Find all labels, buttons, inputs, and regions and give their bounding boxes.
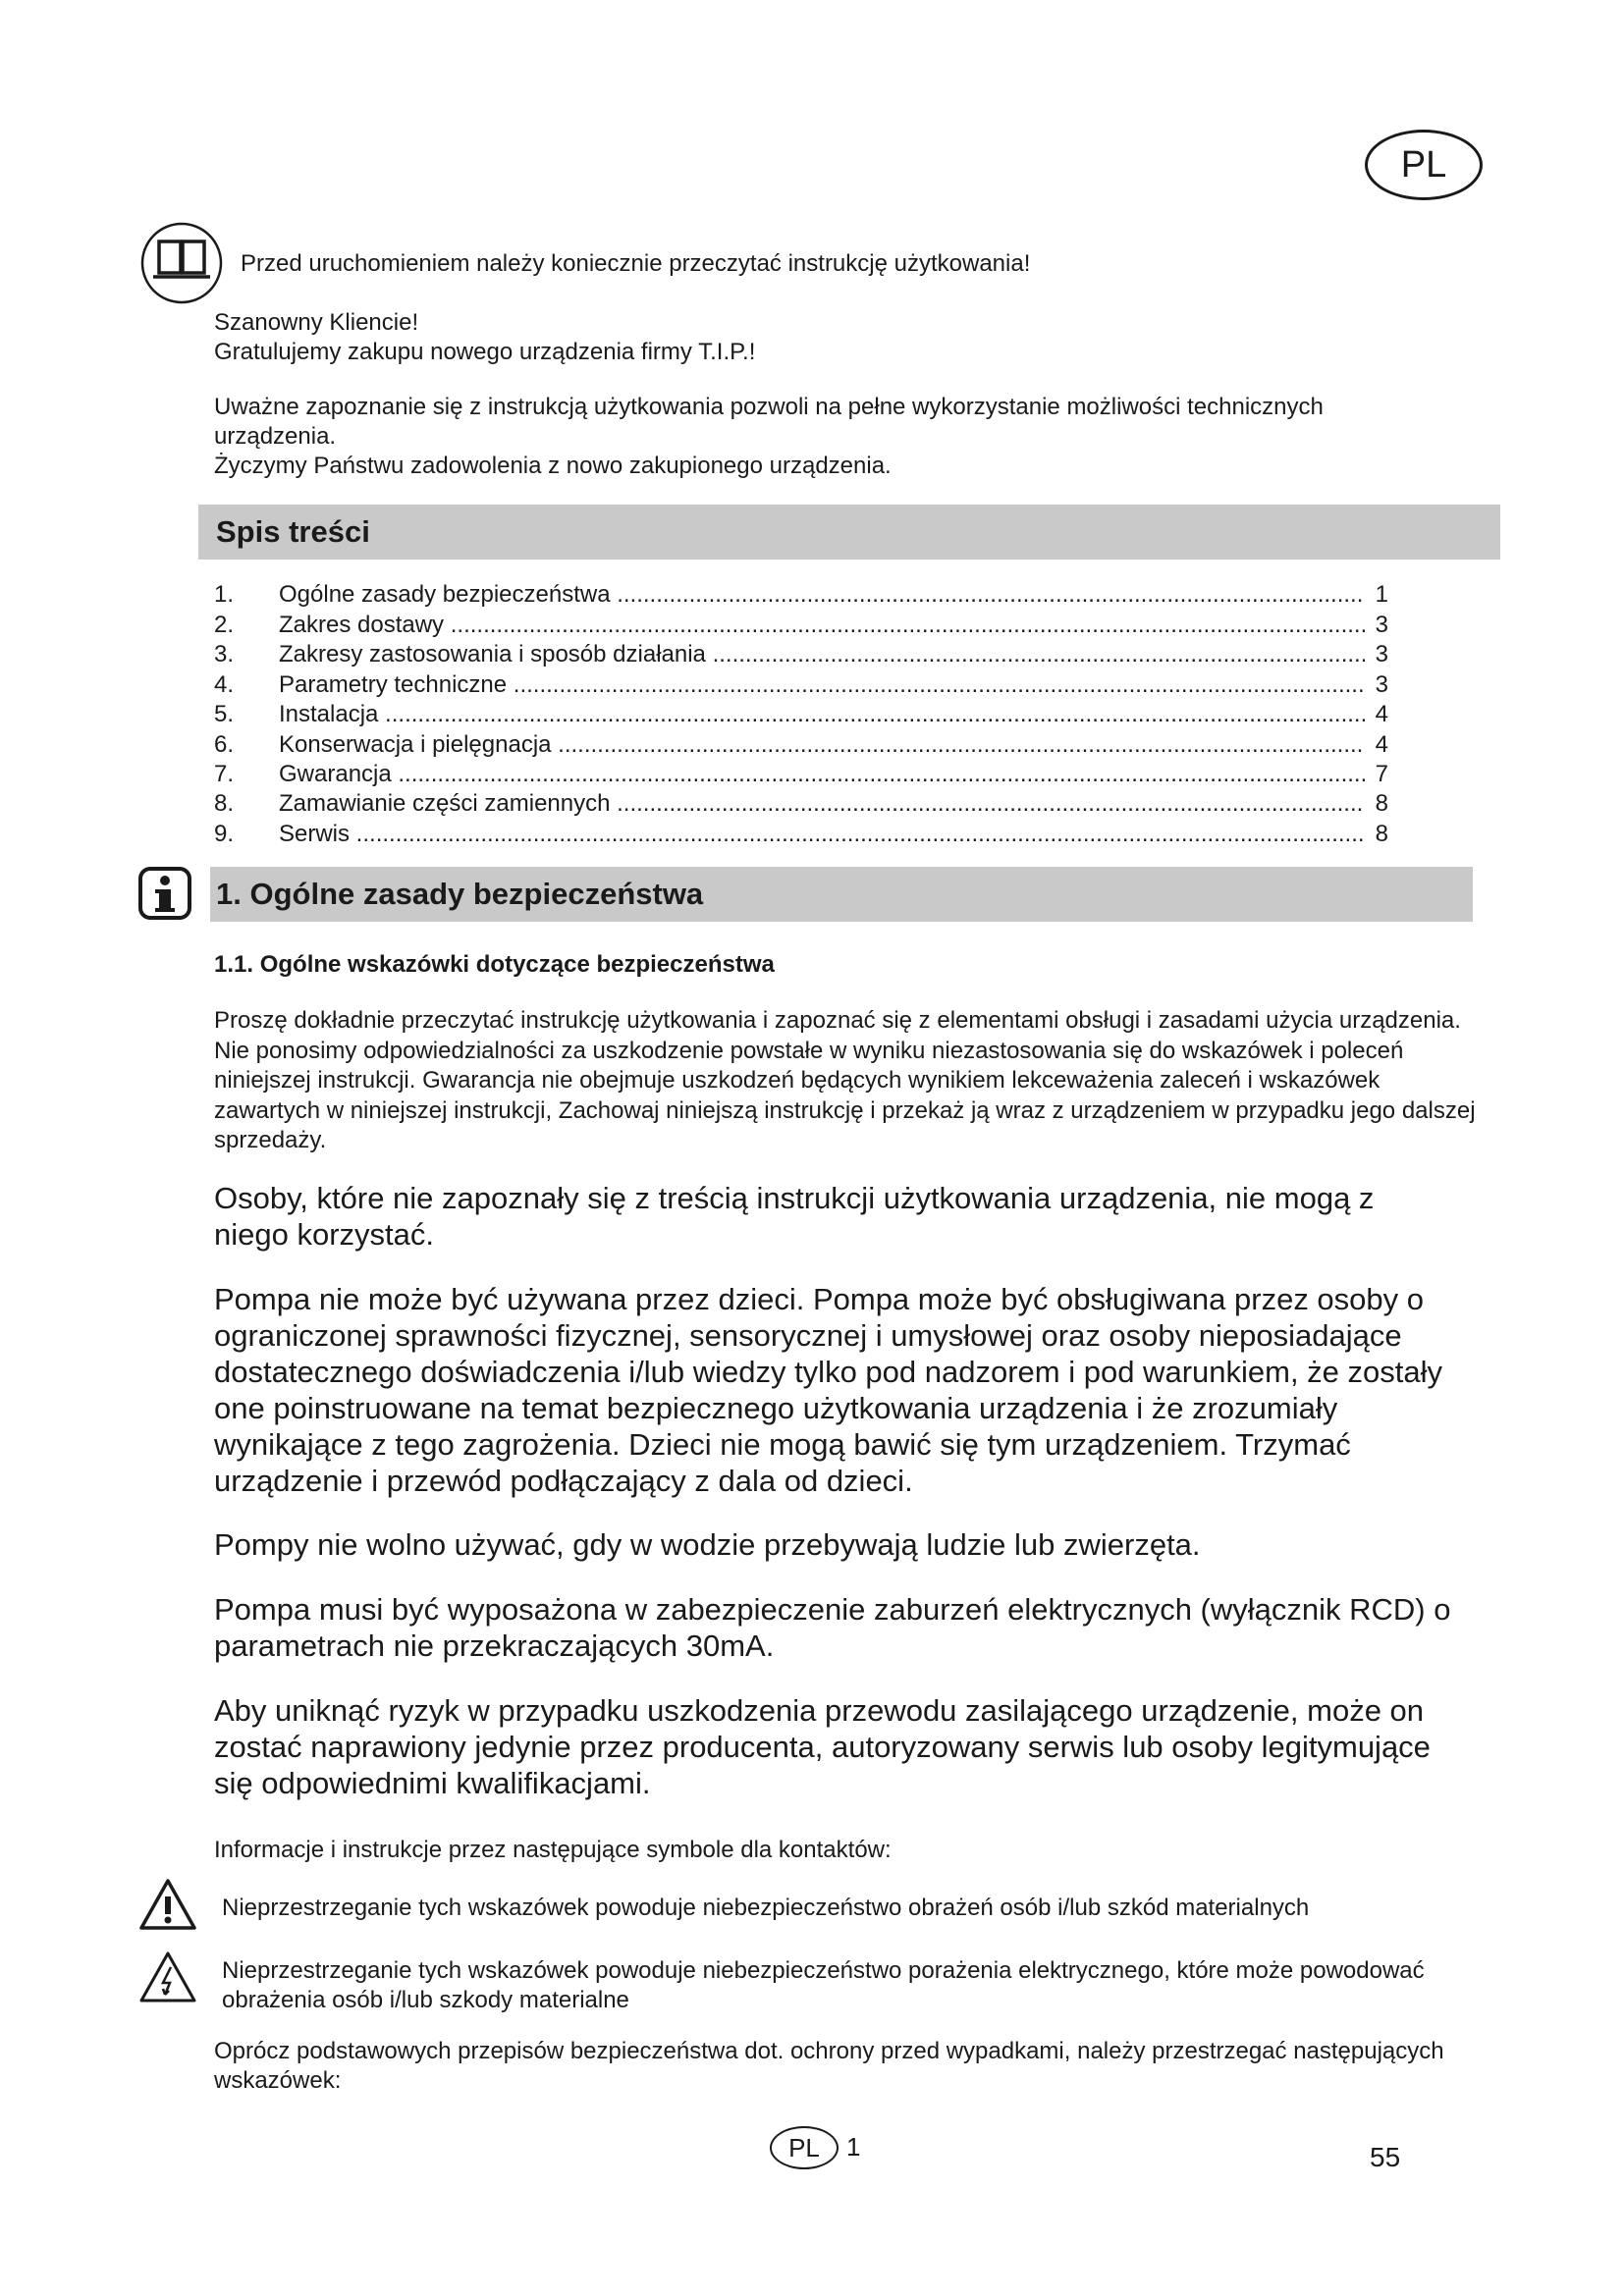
toc-item-page: 7: [1375, 761, 1388, 787]
toc-item-label: Serwis .....: [279, 820, 1365, 849]
symbols-intro: Informacje i instrukcje przez następujące symbole dla kontaktów:: [214, 1837, 892, 1863]
greeting: Szanowny Kliencie!: [214, 309, 419, 336]
toc-item-label: Zakres dostawy .....: [279, 611, 1365, 640]
info-icon: [137, 866, 192, 921]
toc-item: [214, 700, 1388, 729]
persons-paragraph: Osoby, które nie zapoznały się z treścią instrukcji użytkowania urządzenia, nie mogą z niego korzystać.: [214, 1181, 1375, 1252]
toc-heading-band: [198, 505, 1500, 560]
water-paragraph: Pompy nie wolno używać, gdy w wodzie przebywają ludzie lub zwierzęta.: [214, 1527, 1201, 1562]
footer-section-page: 1: [846, 2132, 861, 2162]
electric-warning-text: Nieprzestrzeganie tych wskazówek powoduje niebezpieczeństwo porażenia elektrycznego, które może powodować obrażenia osób i/lub szkody materialne: [222, 1957, 1425, 2013]
children-paragraph: Pompa nie może być używana przez dzieci. Pompa może być obsługiwana przez osoby o ograniczonej sprawności fizycznej, sensorycznej i umysłowej oraz osoby nieposiadające dostatecznego doświadczenia i/lub wiedzy tylko pod nadzorem i pod warunkiem, że zostały one poinstruowane na temat bezpiecznego użytkowania urządzenia i że zrozumiały wynikające z tego zagrożenia. Dzieci nie mogą bawić się tym urządzeniem. Trzymać urządzenie i przewód podłączający z dala od dzieci.: [214, 1282, 1443, 1498]
toc-item-number: 8.: [214, 790, 235, 817]
toc-item-number: 3.: [214, 641, 235, 667]
toc-item: [214, 789, 1388, 819]
toc-item-number: 5.: [214, 701, 235, 727]
footer-language-badge: [770, 2126, 839, 2169]
toc-item-label: Instalacja .....: [279, 700, 1365, 729]
toc-item-label: Parametry techniczne .....: [279, 670, 1365, 700]
toc-item-number: 6.: [214, 731, 235, 758]
toc-item-number: 9.: [214, 821, 235, 847]
language-badge: [1365, 130, 1483, 200]
toc-title: Spis treści: [216, 514, 370, 549]
toc-item-label: Konserwacja i pielęgnacja .....: [279, 730, 1365, 760]
toc-item-label: Zamawianie części zamiennych .....: [279, 789, 1365, 819]
toc-item-page: 3: [1375, 641, 1388, 667]
toc-item-label: Ogólne zasady bezpieczeństwa .....: [279, 580, 1365, 610]
toc-item-number: 4.: [214, 671, 235, 698]
electric-warning-icon: [137, 1949, 198, 2004]
toc-item-number: 2.: [214, 612, 235, 638]
section-title: 1. Ogólne zasady bezpieczeństwa: [216, 877, 704, 911]
toc-item: [214, 730, 1388, 760]
toc-item: [214, 760, 1388, 789]
toc-item-page: 1: [1375, 581, 1388, 608]
read-notice: Przed uruchomieniem należy koniecznie przeczytać instrukcję użytkowania!: [241, 250, 1031, 277]
general-warning-text: Nieprzestrzeganie tych wskazówek powoduje niebezpieczeństwo obrażeń osób i/lub szkód materialnych: [222, 1895, 1310, 1921]
toc-item: [214, 820, 1388, 849]
toc-item: [214, 580, 1388, 610]
intro-paragraph: Uważne zapoznanie się z instrukcją użytkowania pozwoli na pełne wykorzystanie możliwości technicznych urządzenia.: [214, 394, 1324, 450]
toc-item-page: 3: [1375, 671, 1388, 698]
additional-guidelines: Oprócz podstawowych przepisów bezpieczeństwa dot. ochrony przed wypadkami, należy przestrzegać następujących wskazówek:: [214, 2038, 1444, 2094]
toc-item-number: 7.: [214, 761, 235, 787]
toc-item-number: 1.: [214, 581, 235, 608]
toc-item-page: 3: [1375, 612, 1388, 638]
footer-language-badge-label: PL: [788, 2132, 820, 2163]
page-number: 55: [1370, 2142, 1401, 2172]
toc-item-page: 4: [1375, 731, 1388, 758]
language-badge-label: PL: [1400, 143, 1447, 186]
subsection-title: 1.1. Ogólne wskazówki dotyczące bezpieczeństwa: [214, 951, 775, 978]
toc-item: [214, 611, 1388, 640]
intro-wish: Życzymy Państwu zadowolenia z nowo zakupionego urządzenia.: [214, 453, 892, 479]
toc-item-label: Gwarancja .....: [279, 760, 1365, 789]
warning-triangle-icon: [137, 1877, 198, 1932]
congratulations: Gratulujemy zakupu nowego urządzenia firmy T.I.P.!: [214, 339, 756, 365]
read-instructions-paragraph: Proszę dokładnie przeczytać instrukcję użytkowania i zapoznać się z elementami obsługi i zasadami użycia urządzenia. Nie ponosimy odpowiedzialności za uszkodzenie powstałe w wyniku niezastosowania się do wskazówek i poleceń niniejszej instrukcji. Gwarancja nie obejmuje uszkodzeń będących wynikiem lekceważenia zaleceń i wskazówek zawartych w niniejszej instrukcji, Zachowaj niniejszą instrukcję i przekaż ją wraz z urządzeniem w przypadku jego dalszej sprzedaży.: [214, 1007, 1476, 1153]
rcd-paragraph: Pompa musi być wyposażona w zabezpieczenie zaburzeń elektrycznych (wyłącznik RCD) o parametrach nie przekraczających 30mA.: [214, 1592, 1451, 1663]
cable-paragraph: Aby uniknąć ryzyk w przypadku uszkodzenia przewodu zasilającego urządzenie, może on zostać naprawiony jedynie przez producenta, autoryzowany serwis lub osoby legitymujące się odpowiednimi kwalifikacjami.: [214, 1693, 1431, 1800]
toc-item-page: 8: [1375, 821, 1388, 847]
toc-item-label: Zakresy zastosowania i sposób działania .....: [279, 640, 1365, 669]
read-manual-icon: [137, 220, 226, 306]
toc-item-page: 8: [1375, 790, 1388, 817]
toc-item: [214, 670, 1388, 700]
section-heading-band: [210, 867, 1473, 922]
toc-item-page: 4: [1375, 701, 1388, 727]
toc-item: [214, 640, 1388, 669]
